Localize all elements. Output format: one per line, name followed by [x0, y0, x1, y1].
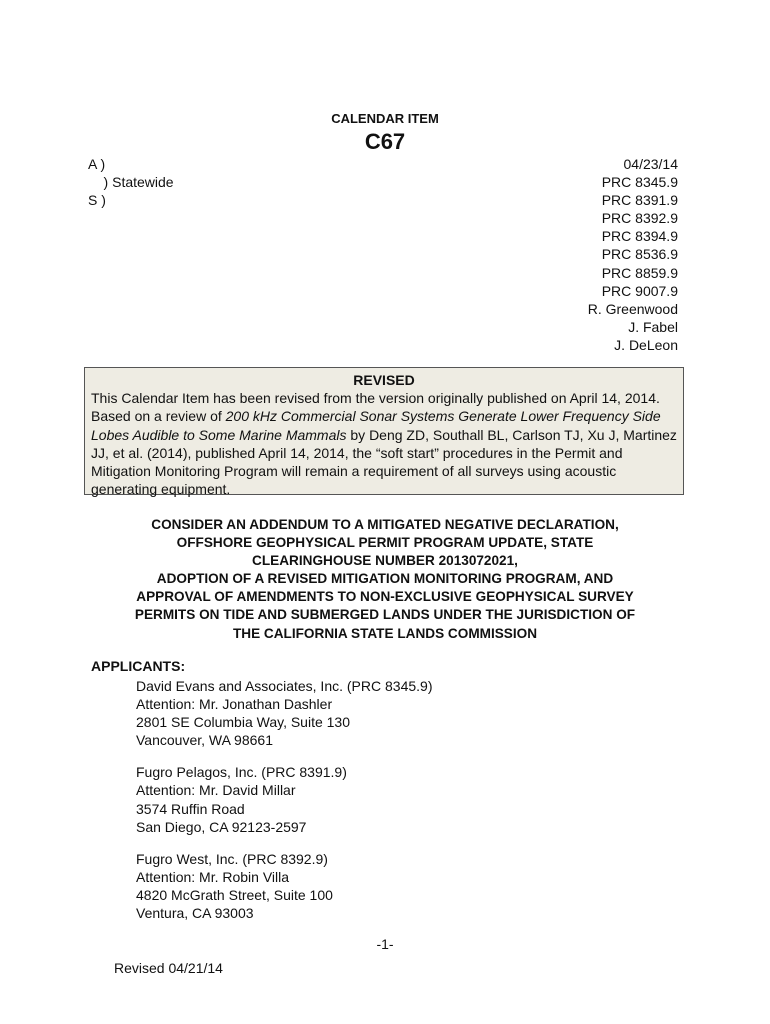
applicant-entry [136, 850, 432, 922]
revised-notice-text [91, 389, 677, 498]
staff-name: J. DeLeon [614, 336, 678, 353]
title-line: OFFSHORE GEOPHYSICAL PERMIT PROGRAM UPDATE, STATE [176, 535, 594, 551]
applicants-heading: APPLICANTS: [91, 658, 186, 674]
date: 04/23/14 [623, 156, 678, 172]
applicant-street: 3574 Ruffin Road [136, 800, 245, 817]
revised-notice-tail: by Deng ZD, Southall BL, Carlson TJ, Xu J, Martinez JJ, et al. (2014), published April 14, 2014, the “soft start” procedures in the Permit and Mitigation Monitoring Program will remain a requirement of all surveys using acoustic generating equipment. [91, 426, 677, 498]
prc-number: PRC 8394.9 [601, 228, 678, 245]
applicant-street: 4820 McGrath Street, Suite 100 [136, 886, 333, 903]
item-title [95, 516, 675, 643]
revised-notice-box [84, 367, 684, 498]
district-line: S ) [88, 192, 106, 208]
revision-date: Revised 04/21/14 [114, 960, 223, 976]
title-line: PERMITS ON TIDE AND SUBMERGED LANDS UNDER THE JURISDICTION OF [134, 607, 636, 623]
applicant-city: Ventura, CA 93003 [136, 905, 254, 922]
applicant-entry [136, 763, 432, 835]
title-line: CONSIDER AN ADDENDUM TO A MITIGATED NEGATIVE DECLARATION, [151, 517, 619, 532]
applicant-city: San Diego, CA 92123-2597 [136, 818, 307, 835]
revised-heading: REVISED [353, 372, 415, 388]
calendar-item-label: CALENDAR ITEM [331, 111, 439, 126]
applicant-attention: Attention: Mr. Robin Villa [136, 868, 290, 885]
prc-number: PRC 9007.9 [601, 282, 678, 299]
applicant-street: 2801 SE Columbia Way, Suite 130 [136, 714, 351, 731]
applicants-list [136, 677, 432, 936]
prc-number: PRC 8345.9 [601, 174, 678, 191]
district-line: ) Statewide [88, 174, 174, 190]
applicant-attention: Attention: Mr. Jonathan Dashler [136, 696, 333, 713]
applicant-company: Fugro Pelagos, Inc. (PRC 8391.9) [136, 764, 347, 781]
district-line: A ) [88, 156, 106, 172]
calendar-item-number: C67 [364, 129, 406, 154]
page-number: -1- [376, 936, 394, 952]
title-line: ADOPTION OF A REVISED MITIGATION MONITORING PROGRAM, AND [156, 571, 614, 587]
district-block [88, 155, 174, 209]
prc-number: PRC 8392.9 [601, 210, 678, 227]
applicant-attention: Attention: Mr. David Millar [136, 782, 296, 799]
staff-name: J. Fabel [628, 318, 678, 335]
title-line: THE CALIFORNIA STATE LANDS COMMISSION [232, 625, 538, 641]
study-title: 200 kHz Commercial Sonar Systems Generate Lower Frequency Side Lobes Audible to Some Marine Mammals [91, 408, 661, 443]
applicant-company: Fugro West, Inc. (PRC 8392.9) [136, 850, 328, 867]
title-line: CLEARINGHOUSE NUMBER 2013072021, [252, 553, 518, 569]
prc-number: PRC 8536.9 [601, 246, 678, 263]
prc-number: PRC 8391.9 [601, 192, 678, 209]
revised-notice-lead: This Calendar Item has been revised from the version originally published on April 14, 2014. Based on a review of [91, 390, 660, 425]
applicant-company: David Evans and Associates, Inc. (PRC 8345.9) [136, 678, 433, 694]
reference-list [588, 155, 678, 354]
prc-number: PRC 8859.9 [601, 264, 678, 281]
applicant-city: Vancouver, WA 98661 [136, 732, 273, 749]
staff-name: R. Greenwood [587, 300, 678, 317]
title-line: APPROVAL OF AMENDMENTS TO NON-EXCLUSIVE GEOPHYSICAL SURVEY [136, 589, 634, 605]
applicant-entry [136, 677, 432, 749]
